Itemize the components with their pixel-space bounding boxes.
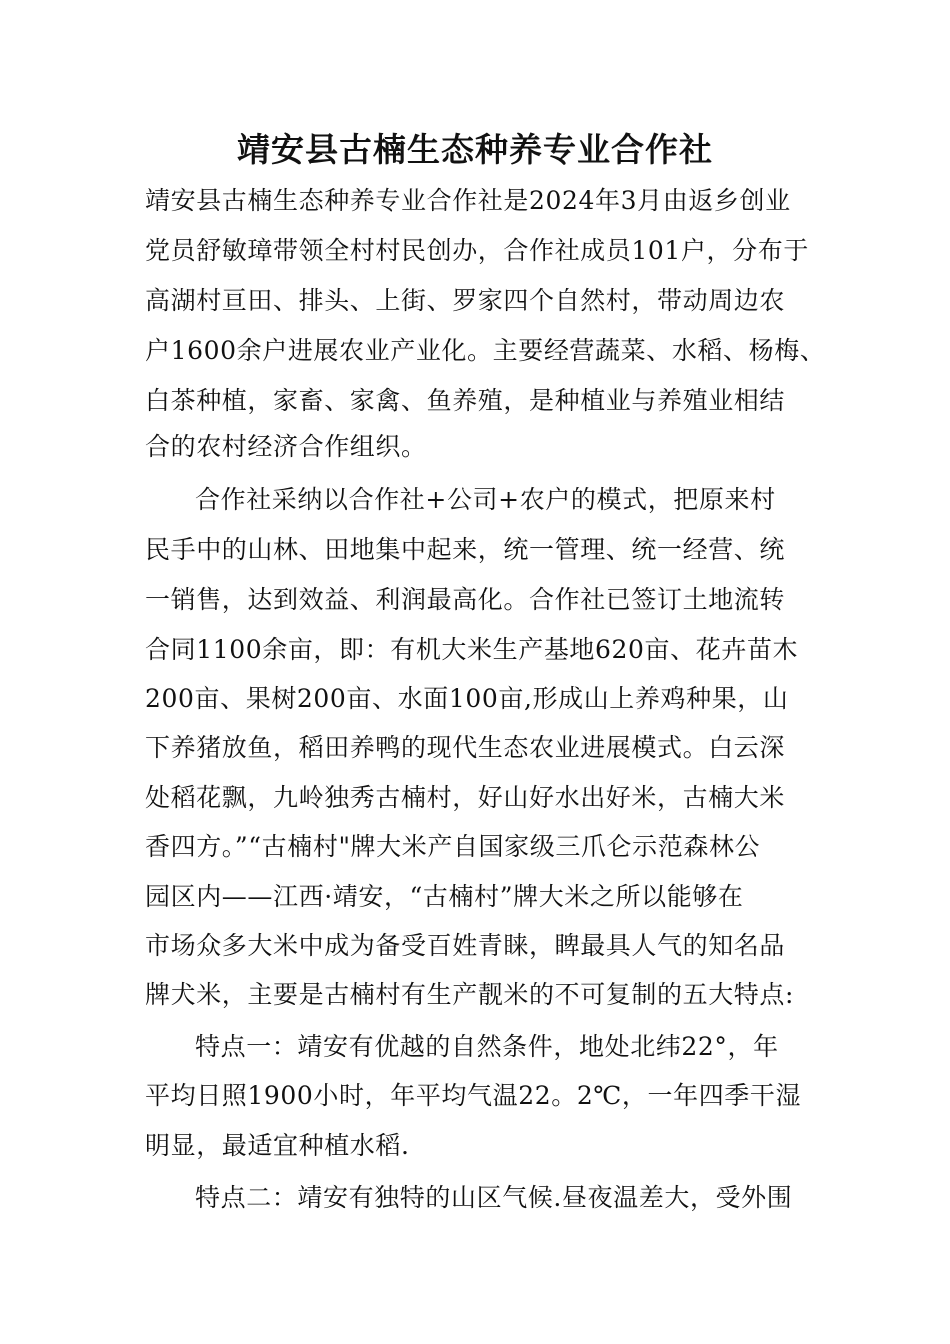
text-line-4: 户1600余户进展农业产业化。主要经营蔬菜、水稻、杨梅、 bbox=[145, 336, 826, 365]
text-line-3: 高湖村亘田、排头、上街、罗家四个自然村，带动周边农 bbox=[145, 286, 786, 315]
text-line-8: 民手中的山林、田地集中起来，统一管理、统一经营、统 bbox=[145, 535, 786, 564]
text-line-19: 平均日照1900小时，年平均气温22。2℃，一年四季干湿 bbox=[145, 1081, 802, 1110]
text-line-14: 香四方。”“古楠村"牌大米产自国家级三爪仑示范森林公 bbox=[145, 832, 761, 861]
text-line-12: 下养猪放鱼，稻田养鸭的现代生态农业进展模式。白云深 bbox=[145, 733, 786, 762]
text-line-15: 园区内——江西·靖安，“古楠村”牌大米之所以能够在 bbox=[145, 882, 744, 911]
text-line-21: 特点二：靖安有独特的山区气候.昼夜温差大，受外围 bbox=[195, 1183, 793, 1212]
text-line-5: 白茶种植，家畜、家禽、鱼养殖，是种植业与养殖业相结 bbox=[145, 386, 786, 415]
text-line-7: 合作社采纳以合作社+公司+农户的模式，把原来村 bbox=[195, 485, 776, 514]
text-line-10: 合同1100余亩，即：有机大米生产基地620亩、花卉苗木 bbox=[145, 635, 799, 664]
text-line-18: 特点一：靖安有优越的自然条件，地处北纬22°，年 bbox=[195, 1032, 779, 1061]
text-line-1: 靖安县古楠生态种养专业合作社是2024年3月由返乡创业 bbox=[145, 186, 791, 215]
text-line-6: 合的农村经济合作组织。 bbox=[145, 432, 427, 461]
text-line-20: 明显，最适宜种植水稻. bbox=[145, 1131, 410, 1160]
text-line-2: 党员舒敏璋带领全村村民创办，合作社成员101户，分布于 bbox=[145, 236, 809, 265]
text-line-11: 200亩、果树200亩、水面100亩,形成山上养鸡种果，山 bbox=[145, 684, 789, 713]
text-line-13: 处稻花飘，九岭独秀古楠村，好山好水出好米，古楠大米 bbox=[145, 783, 786, 812]
text-line-17: 牌犬米，主要是古楠村有生产靓米的不可复制的五大特点: bbox=[145, 980, 795, 1009]
text-line-16: 市场众多大米中成为备受百姓青睐，睥最具人气的知名品 bbox=[145, 931, 786, 960]
text-line-9: 一销售，达到效益、利润最高化。合作社已签订土地流转 bbox=[145, 585, 786, 614]
document-title: 靖安县古楠生态种养专业合作社 bbox=[237, 130, 713, 169]
